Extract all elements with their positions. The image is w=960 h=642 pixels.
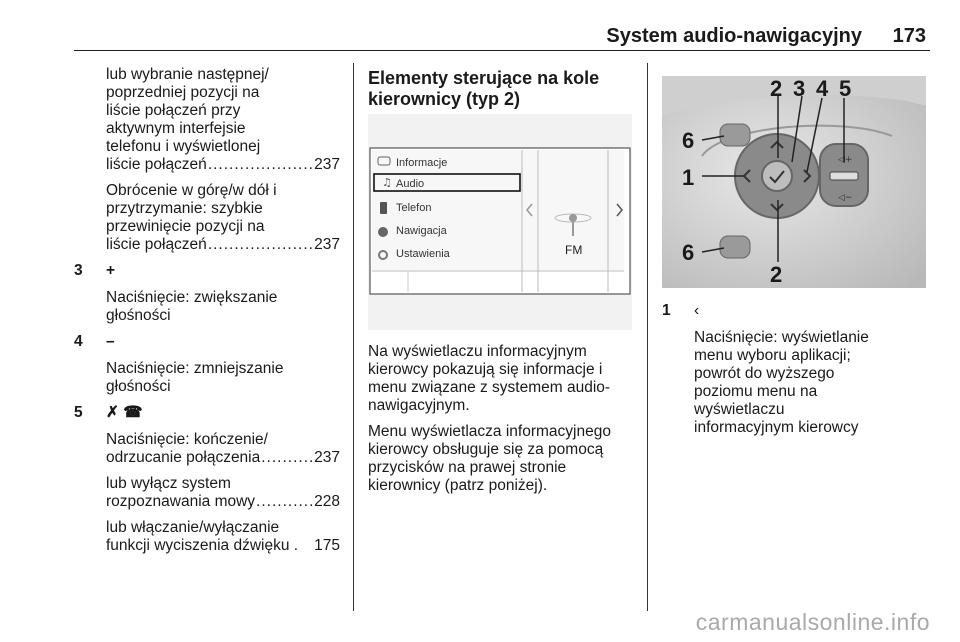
reference-page: 237: [314, 236, 340, 253]
reference-text: funkcji wyciszenia dźwięku .: [106, 537, 299, 554]
text-line: głośności: [106, 378, 171, 395]
radio-icon-center: [569, 214, 577, 222]
phone-icon: [380, 202, 387, 214]
text-line: menu wyboru aplikacji;: [694, 347, 851, 364]
mute-phone-icon: ✗ ☎: [106, 404, 143, 421]
list-item-5: [74, 404, 340, 555]
list-item-3: [74, 262, 340, 325]
text-line: wyświetlaczu: [694, 401, 785, 418]
text-line: lub wyłącz system: [106, 475, 231, 492]
speaker-minus-icon: ◁−: [838, 193, 853, 203]
control-pad: [735, 134, 819, 218]
page-reference: [106, 236, 340, 254]
text-line: poprzedniej pozycji na: [106, 84, 260, 101]
reference-text: liście połączeń: [106, 236, 207, 253]
text-line: powrót do wyższego: [694, 365, 835, 382]
text-line: nawigacyjnym.: [368, 397, 470, 414]
callout-2-bottom: 2: [770, 262, 783, 287]
speaker-plus-icon: ◁+: [838, 155, 853, 165]
text-line: Menu wyświetlacza informacyjnego: [368, 423, 611, 440]
callout-6-bottom: 6: [682, 240, 695, 265]
minus-symbol: –: [106, 333, 115, 350]
intro-text: [74, 66, 340, 254]
reference-page: 237: [314, 449, 340, 466]
page-reference: [106, 449, 340, 467]
plus-symbol: +: [106, 262, 116, 279]
leader-dots: [256, 493, 313, 511]
leader-dots: [261, 449, 313, 467]
list-item-4: [74, 333, 340, 396]
callout-1: 1: [682, 165, 695, 190]
text-line: kierowcy obsługuje się za pomocą: [368, 441, 604, 458]
callout-5: 5: [839, 76, 852, 101]
text-line: lub wybranie następnej/: [106, 66, 269, 83]
text-line: Naciśnięcie: zwiększanie: [106, 289, 278, 306]
text-line: głośności: [106, 307, 171, 324]
audio-icon: ♫: [382, 176, 392, 189]
title-line: kierownicy (typ 2): [368, 89, 521, 109]
middle-column: [368, 68, 636, 110]
menu-item-nawigacja: Nawigacja: [396, 225, 447, 237]
watermark: carmanualsonline.info: [695, 609, 930, 635]
menu-item-informacje: Informacje: [396, 157, 448, 169]
page-reference: [106, 156, 340, 174]
text-line: informacyjnym kierowcy: [694, 419, 859, 436]
reference-page: 175: [314, 537, 340, 554]
text-line: Na wyświetlaczu informacyjnym: [368, 343, 587, 360]
leader-dots: [208, 236, 313, 254]
text-line: poziomu menu na: [694, 383, 818, 400]
callout-6-top: 6: [682, 128, 695, 153]
navigation-icon: [378, 227, 388, 237]
item-number: 3: [74, 262, 83, 279]
text-line: Naciśnięcie: kończenie/: [106, 431, 268, 448]
reference-text: rozpoznawania mowy: [106, 493, 256, 510]
text-line: kierownicy (patrz poniżej).: [368, 477, 548, 494]
reference-page: 237: [314, 156, 340, 173]
page-reference: [106, 537, 340, 555]
reference-text: liście połączeń: [106, 156, 207, 173]
middle-column-text: [368, 343, 636, 503]
title-line: Elementy sterujące na kole: [368, 68, 600, 88]
leader-dots: [208, 156, 313, 174]
callout-2-top: 2: [770, 76, 783, 101]
source-label: FM: [565, 243, 583, 257]
text-line: Obrócenie w górę/w dół i: [106, 182, 277, 199]
menu-item-audio: Audio: [396, 178, 425, 190]
button-6-top: [720, 124, 750, 146]
item-number: 1: [662, 302, 671, 319]
right-column-text: [662, 300, 926, 445]
text-line: przycisków na prawej stronie: [368, 459, 567, 476]
text-line: lub włączanie/wyłączanie: [106, 519, 280, 536]
text-line: aktywnym interfejsie: [106, 120, 246, 137]
menu-item-ustawienia: Ustawienia: [396, 248, 450, 260]
callout-3: 3: [793, 76, 806, 101]
reference-page: 228: [314, 493, 340, 510]
steering-wheel-image: [662, 76, 926, 288]
column-divider: [647, 63, 648, 611]
text-line: kierowcy pokazują się informacje i: [368, 361, 603, 378]
text-line: przytrzymanie: szybkie: [106, 200, 263, 217]
button-6-bottom: [720, 236, 750, 258]
menu-item-telefon: Telefon: [396, 202, 432, 214]
header-title: System audio-nawigacyjny: [606, 25, 862, 47]
page-reference: [106, 493, 340, 511]
column-divider: [353, 63, 354, 611]
chevron-left-icon: ‹: [694, 302, 700, 319]
page-header: [74, 22, 930, 51]
text-line: liście połączeń przy: [106, 102, 241, 119]
text-line: Naciśnięcie: zmniejszanie: [106, 360, 284, 377]
list-item-1: [662, 302, 926, 437]
item-number: 4: [74, 333, 83, 350]
reference-text: odrzucanie połączenia: [106, 449, 261, 466]
left-column: [74, 66, 340, 563]
display-screen-image: [368, 114, 632, 330]
section-title: [368, 68, 636, 110]
item-number: 5: [74, 404, 83, 421]
text-line: telefonu i wyświetlonej: [106, 138, 261, 155]
text-line: przewinięcie pozycji na: [106, 218, 265, 235]
text-line: menu związane z systemem audio-: [368, 379, 611, 396]
page-number: 173: [892, 25, 926, 47]
volume-rocker-ridge: [830, 172, 858, 180]
text-line: Naciśnięcie: wyświetlanie: [694, 329, 869, 346]
callout-4: 4: [816, 76, 829, 101]
